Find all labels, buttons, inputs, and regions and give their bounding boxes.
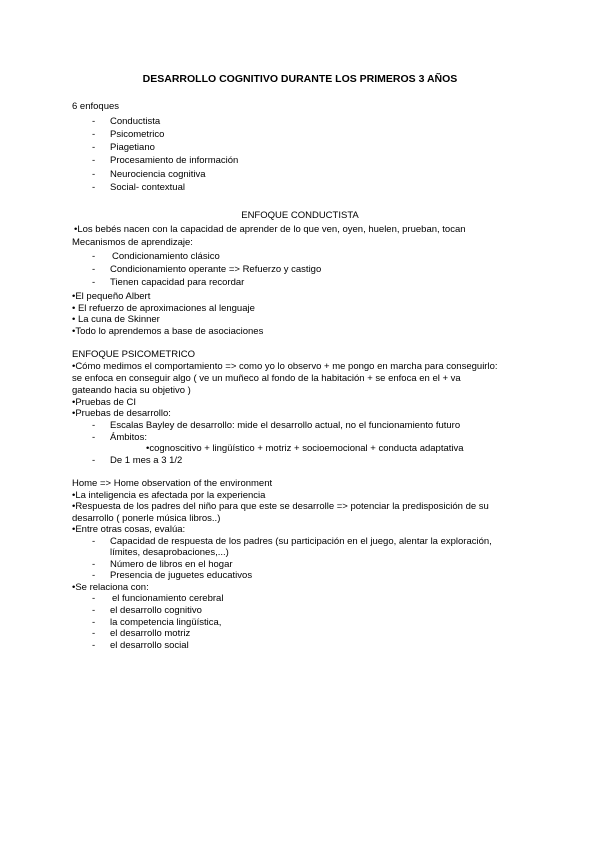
list-item: el desarrollo social [110,640,189,651]
paragraph-line: •Entre otras cosas, evalúa: [72,524,186,535]
dash-marker: - [92,640,96,651]
list-item: Conductista [110,116,161,127]
paragraph-line: Mecanismos de aprendizaje: [72,237,193,248]
paragraph-line: •Respuesta de los padres del niño para que este se desarrolle => potenciar la predisposición de su [72,501,489,512]
paragraph-line: •Los bebés nacen con la capacidad de aprender de lo que ven, oyen, huelen, prueban, tocan [74,224,466,235]
list-item: el desarrollo cognitivo [110,605,202,616]
dash-marker: - [92,277,96,288]
list-item: el funcionamiento cerebral [112,593,224,604]
list-item: Condicionamiento operante => Refuerzo y castigo [110,264,322,275]
dash-marker: - [92,116,96,127]
ambitos-line: •cognoscitivo + lingüístico + motriz + socioemocional + conducta adaptativa [146,443,464,454]
list-item: Social- contextual [110,182,185,193]
dash-marker: - [92,155,96,166]
paragraph-line: gateando hacia su objetivo ) [72,385,191,396]
list-item: Presencia de juguetes educativos [110,570,253,581]
dash-marker: - [92,142,96,153]
section-heading-home: Home => Home observation of the environment [72,478,273,489]
paragraph-line: se enfoca en conseguir algo ( ve un muñeco al fondo de la habitación + se enfoca en el + va [72,373,461,384]
dash-marker: - [92,559,96,570]
dash-marker: - [92,129,96,140]
dash-marker: - [92,617,96,628]
dash-marker: - [92,251,96,262]
list-item-continuation: límites, desaprobaciones,...) [110,547,229,558]
dash-marker: - [92,536,96,547]
list-item: la competencia lingüística, [110,617,222,628]
bullet-line: •Pruebas de CI [72,397,137,408]
bullet-line: • La cuna de Skinner [72,314,160,325]
list-item: Condicionamiento clásico [112,251,220,262]
list-item: Procesamiento de información [110,155,239,166]
dash-marker: - [92,605,96,616]
paragraph-line: •Cómo medimos el comportamiento => como yo lo observo + me pongo en marcha para conseguirlo: [72,361,498,372]
bullet-line: •Se relaciona con: [72,582,149,593]
dash-marker: - [92,570,96,581]
document-title: DESARROLLO COGNITIVO DURANTE LOS PRIMEROS 3 AÑOS [142,73,458,85]
bullet-line: •Todo lo aprendemos a base de asociaciones [72,326,264,337]
list-item: Psicometrico [110,129,165,140]
section-heading-psicometrico: ENFOQUE PSICOMETRICO [72,349,195,360]
bullet-line: •El pequeño Albert [72,291,151,302]
dash-marker: - [92,264,96,275]
section-heading-conductista: ENFOQUE CONDUCTISTA [241,210,359,221]
dash-marker: - [92,593,96,604]
list-item: Piagetiano [110,142,155,153]
dash-marker: - [92,182,96,193]
dash-marker: - [92,455,96,466]
bullet-line: • El refuerzo de aproximaciones al lenguaje [72,303,255,314]
list-item: Ámbitos: [110,432,147,443]
list-item: Número de libros en el hogar [110,559,233,570]
bullet-line: •Pruebas de desarrollo: [72,408,171,419]
dash-marker: - [92,628,96,639]
list-item: Escalas Bayley de desarrollo: mide el desarrollo actual, no el funcionamiento futuro [110,420,461,431]
dash-marker: - [92,169,96,180]
paragraph-line: desarrollo ( ponerle música libros..) [72,513,221,524]
list-item: Neurociencia cognitiva [110,169,206,180]
list-item: el desarrollo motriz [110,628,191,639]
paragraph-line: •La inteligencia es afectada por la experiencia [72,490,266,501]
intro-heading: 6 enfoques [72,101,120,112]
list-item: De 1 mes a 3 1/2 [110,455,183,466]
list-item: Tienen capacidad para recordar [110,277,245,288]
dash-marker: - [92,420,96,431]
dash-marker: - [92,432,96,443]
list-item: Capacidad de respuesta de los padres (su participación en el juego, alentar la exploración, [110,536,492,547]
